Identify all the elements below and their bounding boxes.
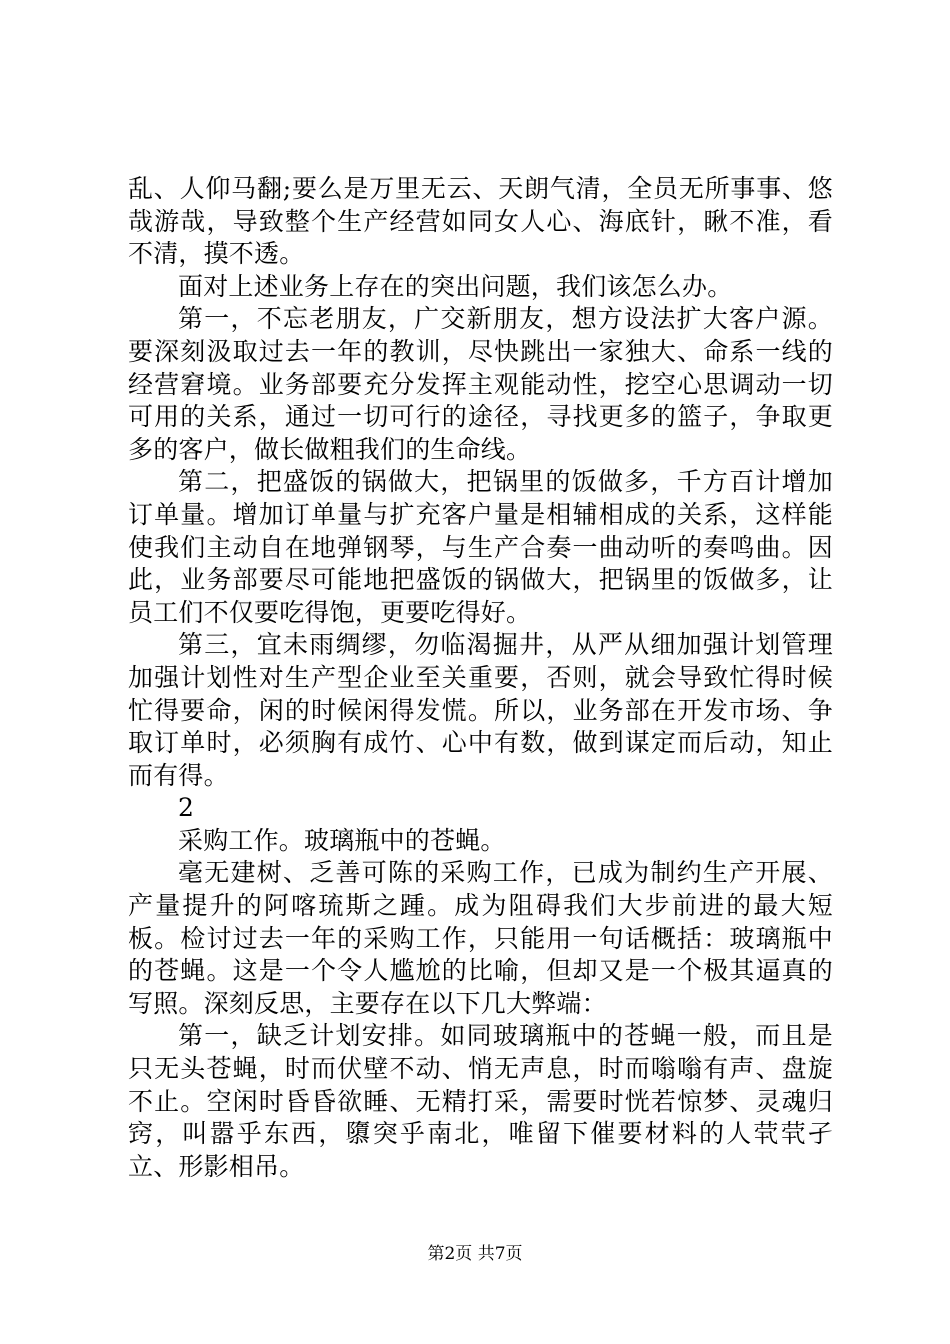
paragraph-point-one: 第一，不忘老朋友，广交新朋友，想方设法扩大客户源。要深刻汲取过去一年的教训，尽快跳出一家独大、命系一线的经营窘境。业务部要充分发挥主观能动性，挖空心思调动一切可用的关系，通过一切可行的途径，寻找更多的篮子，争取更多的客户，做长做粗我们的生命线。 <box>128 304 833 464</box>
document-body <box>128 173 833 1183</box>
paragraph-procurement-point-one: 第一，缺乏计划安排。如同玻璃瓶中的苍蝇一般，而且是只无头苍蝇，时而伏壁不动、悄无声息，时而嗡嗡有声、盘旋不止。空闲时昏昏欲睡、无精打采，需要时恍若惊梦、灵魂归窍，叫嚣乎东西，隳突乎南北，唯留下催要材料的人茕茕孑立、形影相吊。 <box>128 1021 833 1181</box>
paragraph-question: 面对上述业务上存在的突出问题，我们该怎么办。 <box>178 271 733 301</box>
paragraph-procurement-review: 毫无建树、乏善可陈的采购工作，已成为制约生产开展、产量提升的阿喀琉斯之踵。成为阻碍我们大步前进的最大短板。检讨过去一年的采购工作，只能用一句话概括：玻璃瓶中的苍蝇。这是一个令人尴尬的比喻，但却又是一个极其逼真的写照。深刻反思，主要存在以下几大弊端： <box>128 858 833 1018</box>
paragraph-point-two: 第二，把盛饭的锅做大，把锅里的饭做多，千方百计增加订单量。增加订单量与扩充客户量是相辅相成的关系，这样能使我们主动自在地弹钢琴，与生产合奏一曲动听的奏鸣曲。因此，业务部要尽可能地把盛饭的锅做大，把锅里的饭做多，让员工们不仅要吃得饱，更要吃得好。 <box>128 467 833 627</box>
paragraph-continuation: 乱、人仰马翻;要么是万里无云、天朗气清，全员无所事事、悠哉游哉，导致整个生产经营如同女人心、海底针，瞅不准，看不清，摸不透。 <box>128 174 833 269</box>
paragraph-point-three: 第三，宜未雨绸缪，勿临渴掘井，从严从细加强计划管理加强计划性对生产型企业至关重要，否则，就会导致忙得时候忙得要命，闲的时候闲得发慌。所以，业务部在开发市场、争取订单时，必须胸有成竹、心中有数，做到谋定而后动，知止而有得。 <box>128 630 833 790</box>
section-number: 2 <box>178 793 195 823</box>
section-heading: 采购工作。玻璃瓶中的苍蝇。 <box>178 825 506 855</box>
page-footer: 第2页 共7页 <box>427 1244 523 1264</box>
